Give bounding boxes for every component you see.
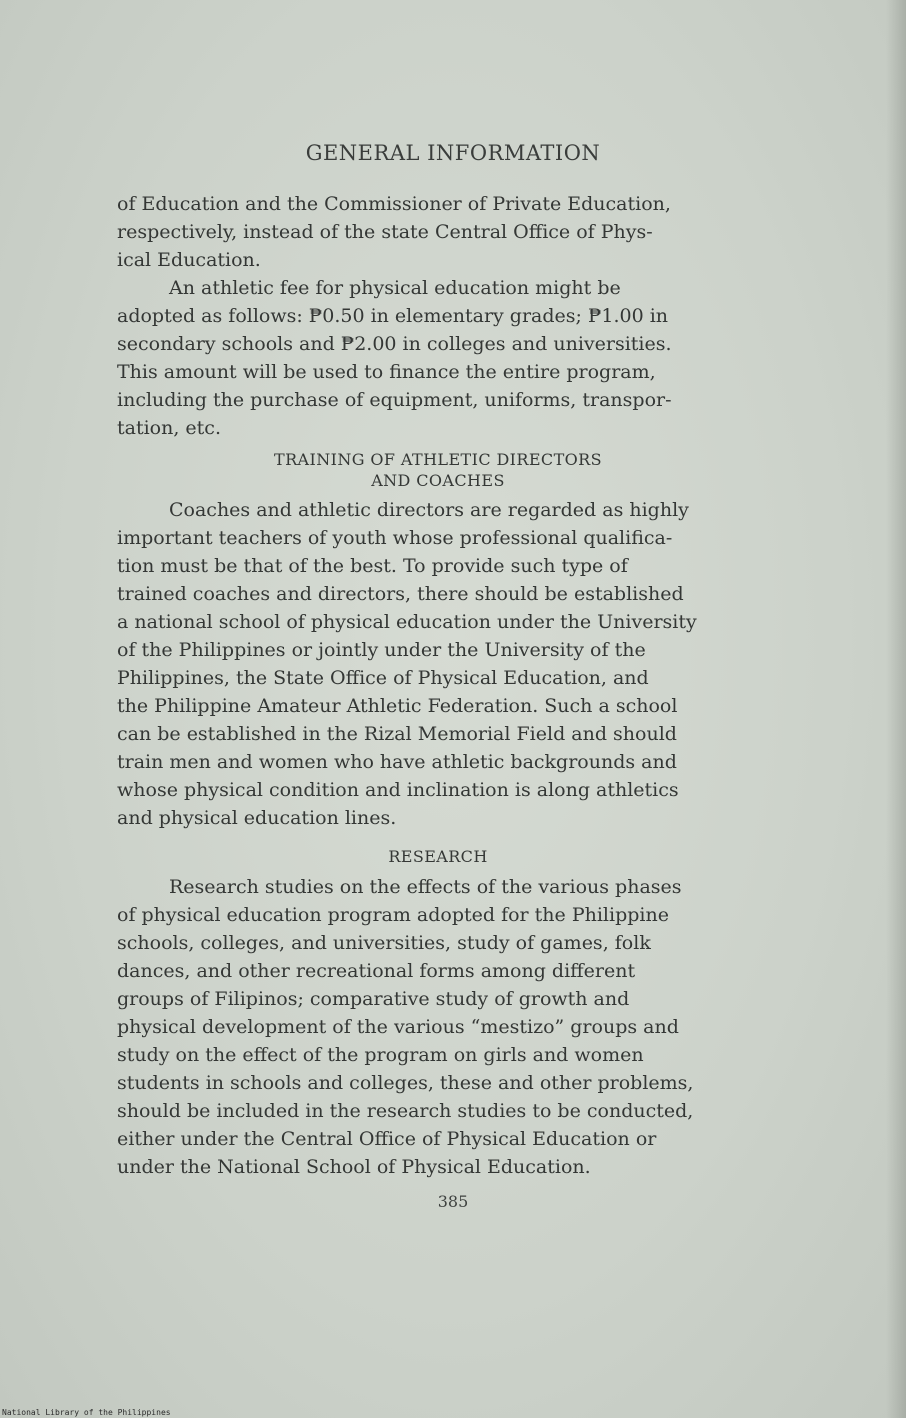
section-heading-training [117,449,759,491]
section-heading-research [117,846,759,867]
heading-training-line1: TRAINING OF ATHLETIC DIRECTORS [274,450,602,469]
heading-research: RESEARCH [388,847,488,866]
paragraph-athletic-fee: An athletic fee for physical education might be adopted as follows: ₱0.50 in elementary grades; ₱1.00 in secondary schools and ₱2.00 in colleges and universities. This amount will be used to finance the entire program, including the purchase of equipment, uniforms, transpor- tation, etc. [117,277,672,439]
heading-training-line2: AND COACHES [371,471,505,490]
running-head: GENERAL INFORMATION [305,141,601,165]
paragraph-training-block [117,496,759,832]
paragraph-training: Coaches and athletic directors are regarded as highly important teachers of youth whose professional qualifica- tion must be that of the best. To provide such type of trained coaches and directors, there should be established a national school of physical education under the University of the Philippines or jointly under the University of the Philippines, the State Office of Physical Education, and the Philippine Amateur Athletic Federation. Such a school can be established in the Rizal Memorial Field and should train men and women who have athletic backgrounds and whose physical condition and inclination is along athletics and physical education lines. [117,499,697,829]
paragraph-research: Research studies on the effects of the various phases of physical education program adopted for the Philippine schools, colleges, and universities, study of games, folk dances, and other recreational forms among different groups of Filipinos; comparative study of growth and physical development of the various “mestizo” groups and study on the effect of the program on girls and women students in schools and colleges, these and other problems, should be included in the research studies to be conducted, either under the Central Office of Physical Education or under the National School of Physical Education. [117,876,694,1178]
paragraph-continuation [117,190,759,274]
paragraph-research-block [117,873,759,1181]
library-watermark: National Library of the Philippines [2,1408,171,1417]
paragraph-fee-intro: of Education and the Commissioner of Private Education, respectively, instead of the state Central Office of Phys- ical Education. [117,193,671,271]
paragraph-athletic-fee-block [117,274,759,442]
page-number: 385 [437,1192,469,1211]
